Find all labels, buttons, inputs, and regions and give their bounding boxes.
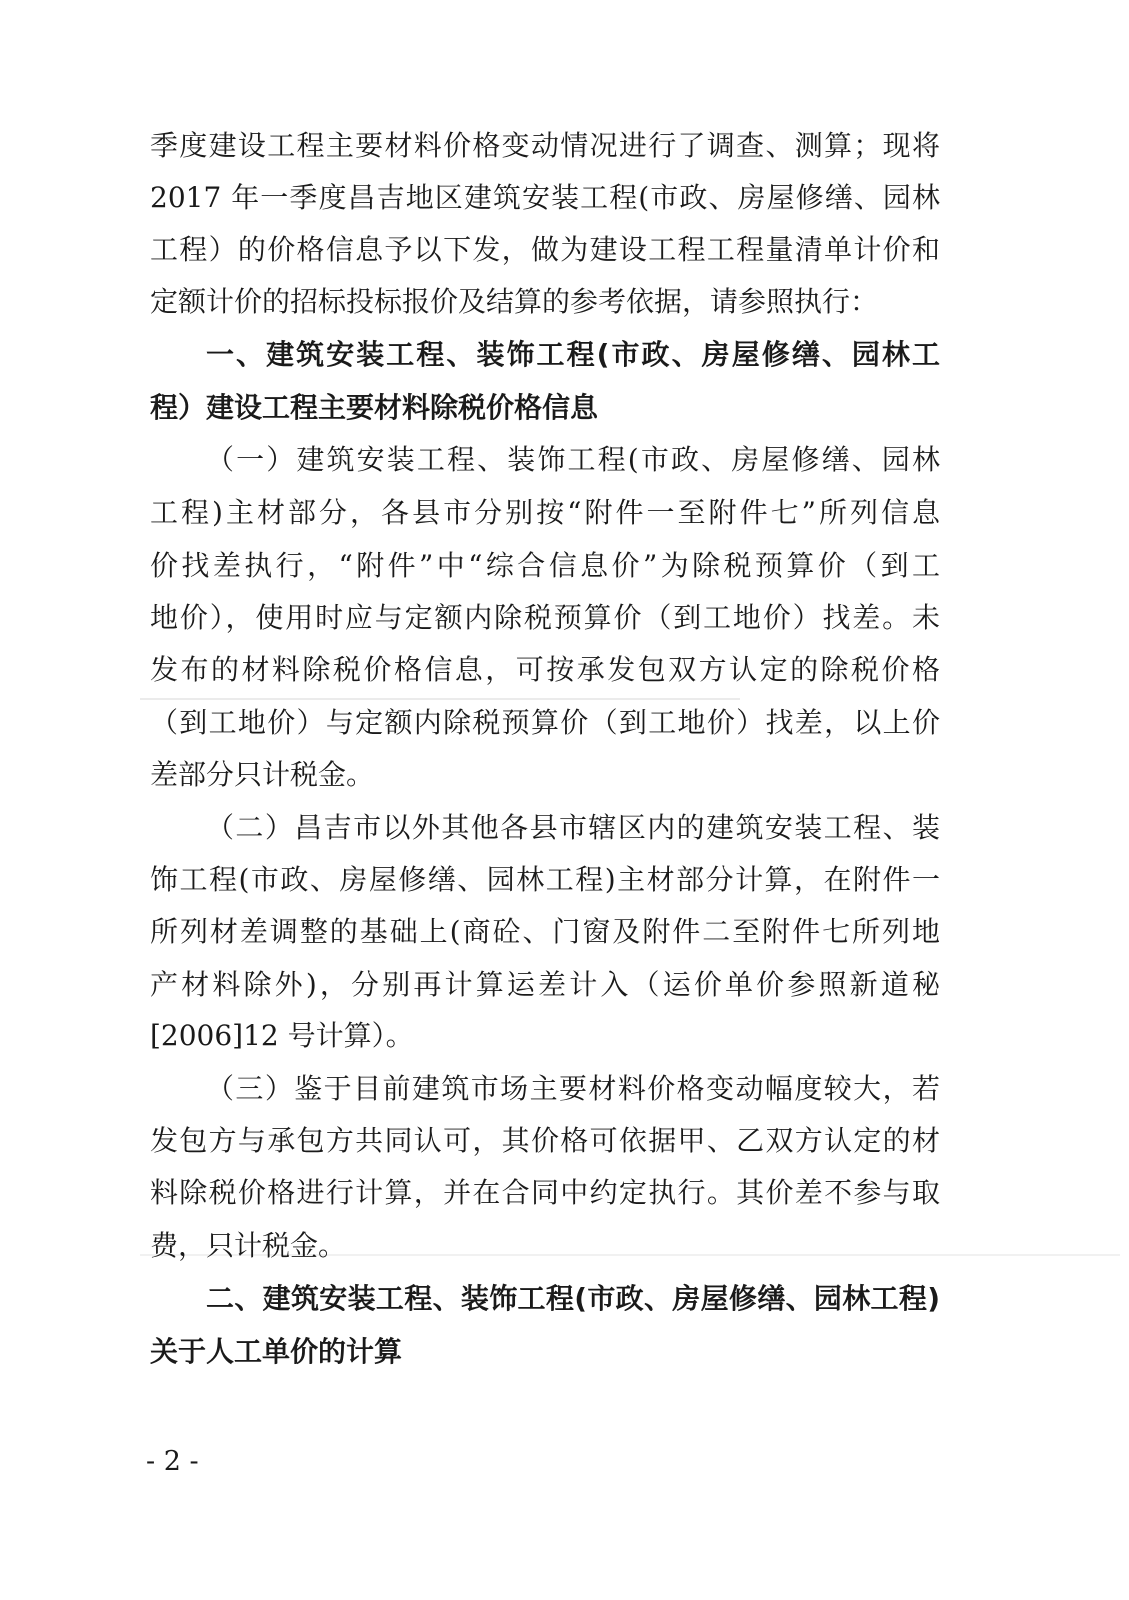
page-number: - 2 - [146,1446,199,1477]
body-line: 季度建设工程主要材料价格变动情况进行了调查、测算；现将 [150,129,940,162]
body-line: （一）建筑安装工程、装饰工程(市政、房屋修缮、园林 [206,443,940,476]
body-line: 地价），使用时应与定额内除税预算价（到工地价）找差。未 [150,601,940,634]
body-line: 工程）的价格信息予以下发，做为建设工程工程量清单计价和 [150,233,940,266]
body-line: [2006]12 号计算）。 [150,1019,414,1052]
section-heading-2: 二、建筑安装工程、装饰工程(市政、房屋修缮、园林工程) [206,1282,940,1315]
body-line: 定额计价的招标投标报价及结算的参考依据，请参照执行： [150,285,879,318]
body-line: 饰工程(市政、房屋修缮、园林工程)主材部分计算，在附件一 [150,863,940,896]
body-line: 工程)主材部分，各县市分别按“附件一至附件七”所列信息 [150,496,940,529]
body-line: 发布的材料除税价格信息，可按承发包双方认定的除税价格 [150,653,940,686]
section-heading-2-cont: 关于人工单价的计算 [150,1335,403,1368]
body-line: 2017 年一季度昌吉地区建筑安装工程(市政、房屋修缮、园林 [150,181,940,214]
body-line: 价找差执行，“附件”中“综合信息价”为除税预算价（到工 [150,549,940,582]
body-line: 发包方与承包方共同认可，其价格可依据甲、乙双方认定的材 [150,1124,940,1157]
body-line: （到工地价）与定额内除税预算价（到工地价）找差，以上价 [150,706,940,739]
body-line: 产材料除外)，分别再计算运差计入（运价单价参照新道秘 [150,968,940,1001]
body-line: 料除税价格进行计算，并在合同中约定执行。其价差不参与取 [150,1176,940,1209]
section-heading-1: 一、建筑安装工程、装饰工程(市政、房屋修缮、园林工 [206,338,940,371]
body-line: （二）昌吉市以外其他各县市辖区内的建筑安装工程、装 [206,811,940,844]
scan-artifact-line [140,698,740,700]
body-line: 差部分只计税金。 [150,758,375,791]
body-line: （三）鉴于目前建筑市场主要材料价格变动幅度较大，若 [206,1072,940,1105]
body-line: 所列材差调整的基础上(商砼、门窗及附件二至附件七所列地 [150,915,940,948]
body-line: 费，只计税金。 [150,1229,347,1262]
section-heading-1-cont: 程）建设工程主要材料除税价格信息 [150,391,599,424]
